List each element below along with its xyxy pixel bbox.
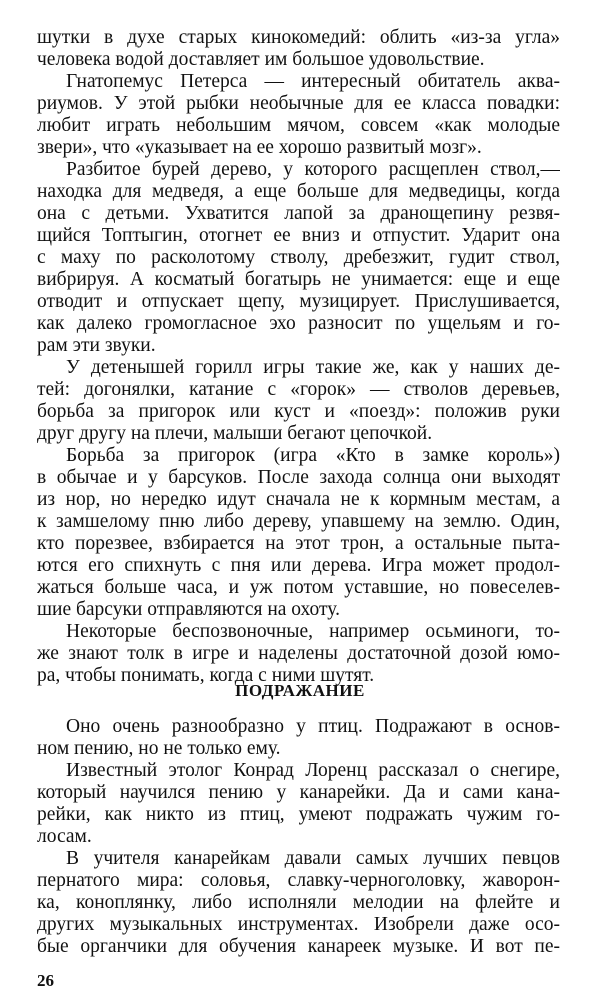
text-line: лосам.	[37, 826, 92, 847]
section-heading: ПОДРАЖАНИЕ	[235, 681, 365, 700]
text-line: шие барсуки отправляются на охоту.	[37, 599, 340, 620]
text-line: друг другу на плечи, малыши бегают цепочкой.	[37, 423, 433, 444]
text-line: Известный этолог Конрад Лоренц рассказал о снегире,	[66, 760, 560, 781]
text-line: она с детьми. Ухватится лапой за дранощепину резвя-	[37, 203, 560, 224]
text-line: щийся Топтыгин, отогнет ее вниз и отпустит. Ударит она	[37, 225, 560, 246]
text-line: рейки, как никто из птиц, умеют подражать чужим го-	[37, 804, 560, 825]
text-line: бые органчики для обучения канареек музыке. И вот пе-	[37, 936, 560, 957]
text-line: Оно очень разнообразно у птиц. Подражают в основ-	[66, 716, 560, 737]
text-line: ном пению, но не только ему.	[37, 738, 281, 759]
text-line: Разбитое бурей дерево, у которого расщеплен ствол,—	[66, 159, 560, 180]
text-line: вибрируя. А косматый богатырь не унимается: еще и еще	[37, 269, 560, 290]
text-line: риумов. У этой рыбки необычные для ее класса повадки:	[37, 93, 560, 114]
text-line: ются его спихнуть с пня или дерева. Игра может продол-	[37, 555, 560, 576]
text-line: борьба за пригорок или куст и «поезд»: положив руки	[37, 401, 560, 422]
text-line: шутки в духе старых кинокомедий: облить «из-за угла»	[37, 27, 560, 48]
text-line: У детенышей горилл игры такие же, как у наших де-	[66, 357, 560, 378]
text-line: кто порезвее, взбирается на этот трон, а остальные пыта-	[37, 533, 560, 554]
page-number: 26	[37, 971, 54, 990]
text-line: ра, чтобы понимать, когда с ними шутят.	[37, 665, 375, 686]
text-line: любит играть небольшим мячом, совсем «как молодые	[37, 115, 560, 136]
text-line: Некоторые беспозвоночные, например осьминоги, то-	[66, 621, 560, 642]
text-line: как далеко громогласное эхо разносит по ущельям и го-	[37, 313, 560, 334]
text-line: же знают толк в игре и наделены достаточной дозой юмо-	[37, 643, 560, 664]
text-line: к замшелому пню либо дереву, упавшему на землю. Один,	[37, 511, 560, 532]
text-line: в обычае и у барсуков. После захода солнца они выходят	[37, 467, 560, 488]
text-line: В учителя канарейкам давали самых лучших певцов	[66, 848, 560, 869]
text-line: человека водой доставляет им большое удовольствие.	[37, 49, 485, 70]
text-line: других музыкальных инструментах. Изобрели даже осо-	[37, 914, 560, 935]
text-line: находка для медведя, а еще больше для медведицы, когда	[37, 181, 560, 202]
text-line: с маху по расколотому стволу, дребезжит, гудит ствол,	[37, 247, 560, 268]
text-line: который научился пению у канарейки. Да и сами кана-	[37, 782, 560, 803]
text-line: Борьба за пригорок (игра «Кто в замке король»)	[66, 445, 560, 466]
text-line: жаться больше часа, и уж потом уставшие, но повеселев-	[37, 577, 560, 598]
text-line: звери», что «указывает на ее хорошо развитый мозг».	[37, 137, 482, 158]
text-line: из нор, но нередко идут сначала не к кормным местам, а	[37, 489, 560, 510]
text-line: Гнатопемус Петерса — интересный обитатель аква-	[66, 71, 560, 92]
text-line: пернатого мира: соловья, славку-черноголовку, жаворон-	[37, 870, 560, 891]
text-line: рам эти звуки.	[37, 335, 156, 356]
text-line: отводит и отпускает щепу, музицирует. Прислушивается,	[37, 291, 560, 312]
text-line: ка, коноплянку, либо исполняли мелодии на флейте и	[37, 892, 560, 913]
text-line: тей: догонялки, катание с «горок» — стволов деревьев,	[37, 379, 560, 400]
